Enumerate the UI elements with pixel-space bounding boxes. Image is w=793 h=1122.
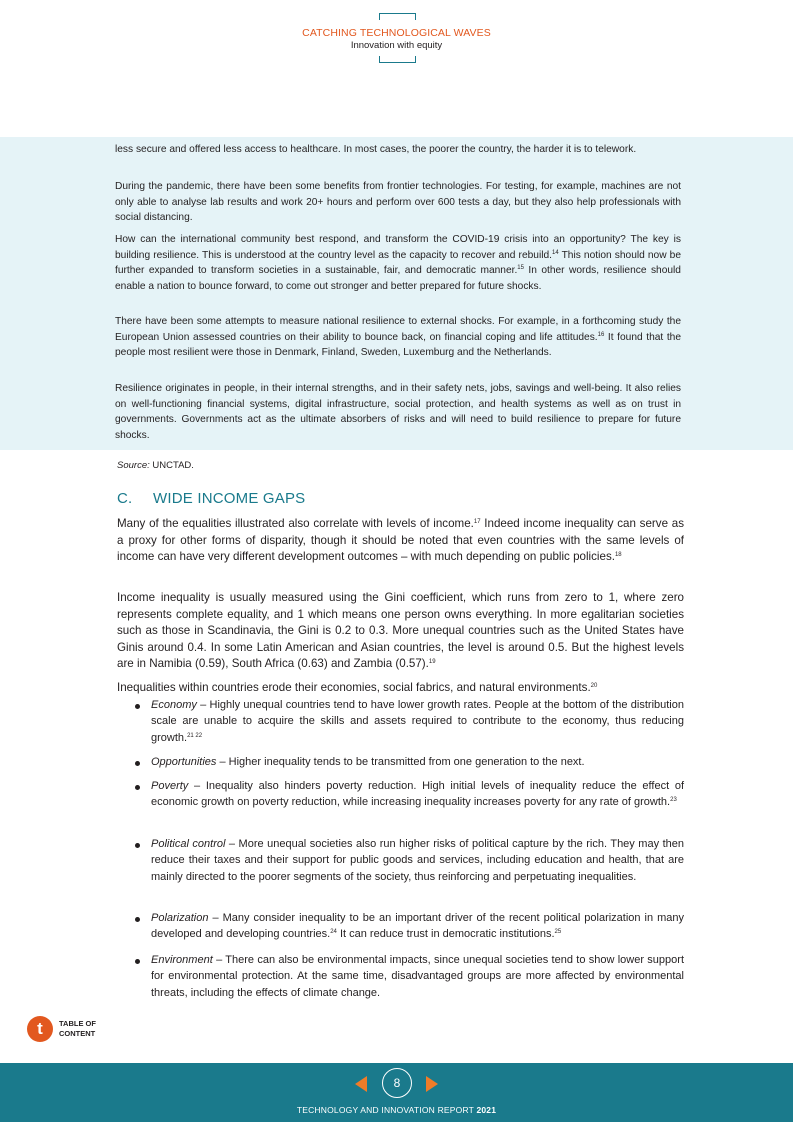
bullet-dot xyxy=(135,704,140,709)
previous-page-arrow-icon[interactable] xyxy=(355,1076,367,1092)
box-paragraph-4: There have been some attempts to measure national resilience to external shocks. For example, in a forthcoming study the European Union assessed countries on their ability to bounce back, on financial coping and life attitudes.$^{16}$ It found that the people most resilient were those in Denmark, Finland, Sweden, Luxemburg and the Netherlands. xyxy=(115,316,681,358)
running-header-title: CATCHING TECHNOLOGICAL WAVES xyxy=(302,27,491,39)
table-of-content-icon[interactable]: t xyxy=(27,1016,53,1042)
body-paragraph-3: Inequalities within countries erode their economies, social fabrics, and natural environments.$^{20}$ xyxy=(117,681,598,694)
bullet-dot xyxy=(135,917,140,922)
resilience-box xyxy=(0,137,793,450)
bullet-economy: Economy – Highly unequal countries tend to have lower growth rates. People at the bottom of the distribution scale are unable to acquire the skills and assets required to contribute to the economy, thus reducing growth.$^{21 22}$ xyxy=(151,699,684,744)
bullet-environment: Environment – There can also be environmental impacts, since unequal societies tend to show lower support for environmental protection. At the same time, disadvantaged groups are more affected by environmental threats, including the effects of climate change. xyxy=(151,954,684,999)
header-bracket-top xyxy=(379,13,416,20)
running-header-subtitle: Innovation with equity xyxy=(350,40,443,51)
table-of-content-link[interactable]: TABLE OF CONTENT xyxy=(59,1019,96,1038)
bullet-polarization: Polarization – Many consider inequality to be an important driver of the recent political polarization in many developed and developing countries.$^{24}$ It can reduce trust in democratic institutions.$^{25}$ xyxy=(151,912,684,941)
body-paragraph-2: Income inequality is usually measured using the Gini coefficient, which runs from zero to 1, where zero represents complete equality, and 1 which means one person owns everything. In more egalitarian societies such as those in Scandinavia, the Gini is 0.2 to 0.3. More unequal countries such as the United States have Ginis around 0.4. In some Latin American and Asian countries, the level is around 0.5. But the highest levels are in Namibia (0.59), South Africa (0.63) and Zambia (0.57).$^{19}$ xyxy=(117,591,684,671)
header-bracket-bottom xyxy=(379,56,416,63)
bullet-opportunities: Opportunities – Higher inequality tends to be transmitted from one generation to the next. xyxy=(151,756,585,768)
box-paragraph-2: During the pandemic, there have been some benefits from frontier technologies. For testing, for example, machines are not only able to analyse lab results and work 20+ hours and perform over 600 tests a day, but they also help professionals with social distancing. xyxy=(115,181,681,223)
next-page-arrow-icon[interactable] xyxy=(426,1076,438,1092)
bullet-dot xyxy=(135,761,140,766)
bullet-political-control: Political control – More unequal societies also run higher risks of political capture by the rich. They may then reduce their taxes and their support for public goods and services, including education and health, that are mainly directed to the poorer segments of the society, thus reinforcing and perpetuating inequalities. xyxy=(151,838,684,883)
bullet-poverty: Poverty – Inequality also hinders poverty reduction. High initial levels of inequality reduce the effect of economic growth on poverty reduction, while increasing inequality increases poverty for any rate of growth.$^{23}$ xyxy=(151,780,684,809)
page-number: 8 xyxy=(382,1068,412,1098)
box-paragraph-1: less secure and offered less access to healthcare. In most cases, the poorer the country, the harder it is to telework. xyxy=(115,144,637,155)
section-heading: C. WIDE INCOME GAPS xyxy=(117,490,306,507)
bullet-dot xyxy=(135,959,140,964)
footer-report-title: TECHNOLOGY AND INNOVATION REPORT 2021 xyxy=(296,1105,497,1115)
bullet-dot xyxy=(135,843,140,848)
box-paragraph-3: How can the international community best respond, and transform the COVID-19 crisis into an opportunity? The key is building resilience. This is understood at the country level as the capacity to recover and rebuild.$^{14}$ This notion should now be further expanded to transform societies in a sustainable, fair, and democratic manner.$^{15}$ In other words, resilience should enable a nation to bounce forward, to come out stronger and better prepared for future shocks. xyxy=(115,234,681,292)
box-paragraph-5: Resilience originates in people, in their internal strengths, and in their safety nets, jobs, savings and well-being. It also relies on well-functioning financial systems, digital infrastructure, social protection, and health systems as well as on trust in governments. Governments act as the ultimate absorbers of risks and will need to build resilience to prepare for future shocks. xyxy=(115,383,681,441)
box-source: Source: UNCTAD. xyxy=(117,460,194,471)
bullet-dot xyxy=(135,785,140,790)
body-paragraph-1: Many of the equalities illustrated also correlate with levels of income.$^{17}$ Indeed income inequality can serve as a proxy for other forms of disparity, though it should be noted that even countries with the same levels of income can have very different development outcomes – with much depending on public policies.$^{18}$ xyxy=(117,517,684,564)
